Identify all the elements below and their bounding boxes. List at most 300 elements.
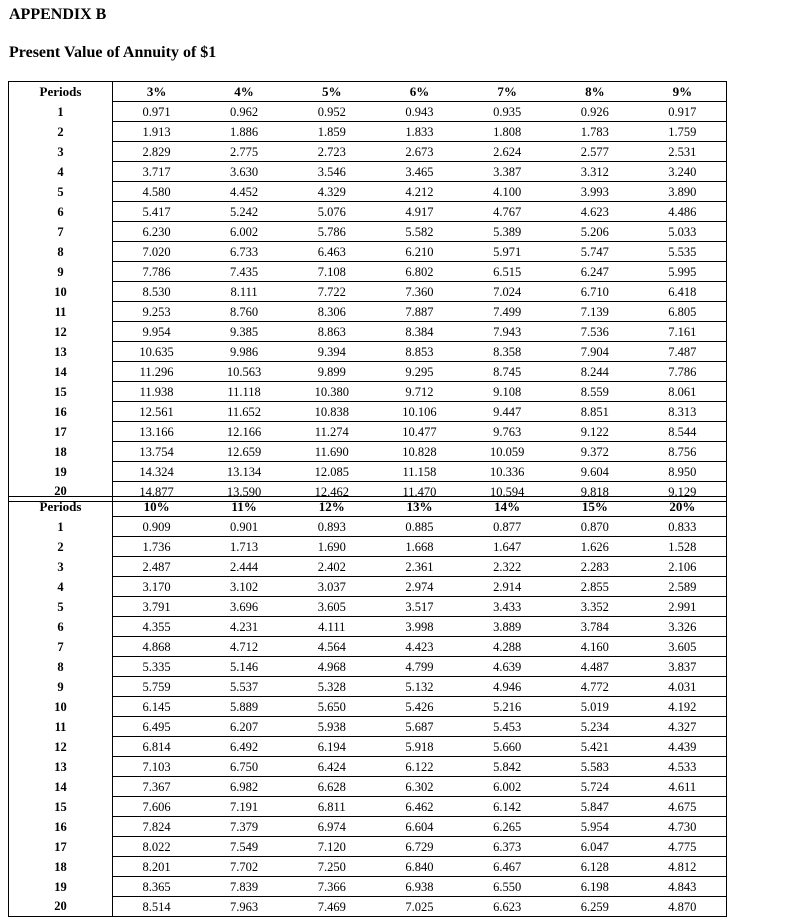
value-cell	[639, 462, 727, 482]
value-text: 6.194	[317, 739, 346, 754]
table-row	[9, 557, 727, 577]
value-text: 4.623	[580, 204, 609, 219]
value-cell	[463, 262, 551, 282]
value-cell	[551, 122, 639, 142]
period-cell: 13	[9, 342, 113, 362]
value-text: 6.604	[405, 819, 434, 834]
value-text: 5.971	[493, 244, 522, 259]
value-text: 5.724	[580, 779, 609, 794]
value-cell	[113, 262, 201, 282]
value-text: 2.974	[405, 579, 434, 594]
value-cell	[376, 877, 464, 897]
period-cell: 17	[9, 837, 113, 857]
value-text: 1.759	[668, 124, 697, 139]
value-text: 8.530	[142, 284, 171, 299]
value-cell	[113, 302, 201, 322]
period-cell: 2	[9, 537, 113, 557]
value-cell	[288, 737, 376, 757]
value-text: 3.784	[580, 619, 609, 634]
value-cell	[288, 857, 376, 877]
value-cell	[288, 677, 376, 697]
value-cell	[551, 857, 639, 877]
value-text: 0.962	[229, 104, 259, 119]
table-row	[9, 302, 727, 322]
value-text: 9.447	[493, 404, 522, 419]
value-text: 3.993	[580, 184, 609, 199]
value-text: 4.452	[229, 184, 259, 199]
value-text: 4.564	[317, 639, 346, 654]
value-text: 4.799	[405, 659, 434, 674]
value-text: 7.360	[405, 284, 434, 299]
value-cell	[551, 717, 639, 737]
value-text: 2.444	[229, 559, 259, 574]
value-text: 3.889	[493, 619, 522, 634]
value-text: 4.868	[142, 639, 171, 654]
period-cell: 8	[9, 657, 113, 677]
value-cell	[376, 857, 464, 877]
value-text: 7.536	[580, 324, 609, 339]
value-text: 8.950	[668, 464, 697, 479]
value-text: 2.829	[142, 144, 171, 159]
value-text: 4.487	[580, 659, 609, 674]
value-cell	[639, 677, 727, 697]
value-cell	[113, 557, 201, 577]
value-text: 3.387	[493, 164, 522, 179]
value-text: 6.805	[668, 304, 697, 319]
value-cell	[463, 422, 551, 442]
value-text: 4.439	[668, 739, 697, 754]
value-text: 4.486	[668, 204, 697, 219]
value-text: 8.851	[580, 404, 609, 419]
value-cell	[113, 362, 201, 382]
value-cell	[551, 282, 639, 302]
period-cell: 11	[9, 302, 113, 322]
value-cell	[639, 877, 727, 897]
value-text: 1.626	[580, 539, 609, 554]
value-text: 9.712	[405, 384, 434, 399]
value-cell	[113, 637, 201, 657]
value-cell	[639, 162, 727, 182]
value-cell	[551, 402, 639, 422]
value-text: 7.366	[317, 879, 346, 894]
value-text: 5.786	[317, 224, 346, 239]
value-cell	[463, 717, 551, 737]
value-text: 8.514	[142, 899, 171, 914]
value-cell	[639, 617, 727, 637]
value-text: 5.537	[229, 679, 259, 694]
value-text: 1.647	[493, 539, 522, 554]
value-text: 9.954	[142, 324, 171, 339]
value-cell	[551, 757, 639, 777]
value-cell	[463, 242, 551, 262]
period-cell: 9	[9, 677, 113, 697]
value-text: 0.926	[580, 104, 609, 119]
value-text: 8.863	[317, 324, 346, 339]
value-text: 6.462	[405, 799, 434, 814]
value-cell	[113, 102, 201, 122]
value-text: 1.528	[668, 539, 697, 554]
value-cell	[113, 122, 201, 142]
period-cell: 14	[9, 362, 113, 382]
value-text: 5.033	[668, 224, 697, 239]
value-text: 9.604	[580, 464, 609, 479]
value-cell	[551, 597, 639, 617]
value-cell	[463, 617, 551, 637]
value-text: 10.380	[314, 384, 349, 399]
value-cell	[551, 537, 639, 557]
value-cell	[639, 342, 727, 362]
table-row	[9, 817, 727, 837]
value-cell	[200, 422, 288, 442]
value-cell	[463, 382, 551, 402]
value-cell	[376, 202, 464, 222]
value-text: 0.917	[668, 104, 697, 119]
value-cell	[200, 382, 288, 402]
table-row	[9, 897, 727, 917]
value-cell	[639, 202, 727, 222]
table-row	[9, 422, 727, 442]
value-text: 6.840	[405, 859, 434, 874]
value-text: 6.145	[142, 699, 171, 714]
value-cell	[288, 162, 376, 182]
value-text: 5.426	[405, 699, 434, 714]
period-cell: 5	[9, 597, 113, 617]
rate-header: 20%	[639, 497, 727, 517]
value-text: 10.828	[402, 444, 437, 459]
period-cell: 14	[9, 777, 113, 797]
value-cell	[463, 857, 551, 877]
value-cell	[376, 382, 464, 402]
value-text: 4.327	[668, 719, 697, 734]
value-cell	[200, 442, 288, 462]
value-text: 4.580	[142, 184, 171, 199]
value-cell	[200, 242, 288, 262]
value-cell	[288, 777, 376, 797]
value-text: 3.326	[668, 619, 697, 634]
value-text: 4.843	[668, 879, 697, 894]
value-text: 4.870	[668, 899, 697, 914]
value-cell	[113, 737, 201, 757]
value-text: 7.904	[580, 344, 609, 359]
value-cell	[376, 222, 464, 242]
value-text: 9.986	[229, 344, 259, 359]
period-cell: 6	[9, 617, 113, 637]
value-text: 1.913	[142, 124, 171, 139]
value-cell	[113, 422, 201, 442]
period-cell: 15	[9, 797, 113, 817]
value-text: 0.971	[142, 104, 171, 119]
value-cell	[288, 362, 376, 382]
value-cell	[113, 797, 201, 817]
value-text: 10.336	[489, 464, 525, 479]
value-text: 5.132	[405, 679, 434, 694]
value-text: 0.909	[142, 519, 171, 534]
value-cell	[376, 657, 464, 677]
value-text: 5.019	[580, 699, 609, 714]
period-cell: 5	[9, 182, 113, 202]
value-cell	[200, 122, 288, 142]
value-cell	[463, 557, 551, 577]
value-cell	[551, 637, 639, 657]
value-cell	[551, 677, 639, 697]
value-text: 0.885	[405, 519, 434, 534]
value-cell	[551, 102, 639, 122]
period-cell: 1	[9, 102, 113, 122]
value-text: 7.786	[142, 264, 171, 279]
value-text: 3.465	[405, 164, 434, 179]
table-row	[9, 517, 727, 537]
value-text: 3.037	[317, 579, 346, 594]
value-cell	[463, 342, 551, 362]
value-cell	[200, 362, 288, 382]
value-cell	[376, 422, 464, 442]
value-text: 8.306	[317, 304, 346, 319]
value-text: 3.605	[317, 599, 346, 614]
value-cell	[639, 142, 727, 162]
table-row	[9, 122, 727, 142]
value-cell	[113, 757, 201, 777]
value-text: 5.660	[493, 739, 522, 754]
value-cell	[288, 242, 376, 262]
rate-header: 3%	[113, 82, 201, 102]
value-cell	[376, 462, 464, 482]
value-cell	[113, 777, 201, 797]
value-text: 7.943	[493, 324, 522, 339]
value-text: 2.106	[668, 559, 697, 574]
value-text: 5.582	[405, 224, 434, 239]
annuity-table-top	[8, 81, 727, 502]
value-text: 13.754	[139, 444, 174, 459]
value-text: 9.818	[580, 484, 609, 499]
value-text: 4.355	[142, 619, 171, 634]
value-text: 5.954	[580, 819, 609, 834]
value-text: 2.322	[493, 559, 522, 574]
value-text: 2.577	[580, 144, 609, 159]
value-text: 6.750	[229, 759, 259, 774]
value-cell	[463, 657, 551, 677]
value-cell	[639, 717, 727, 737]
table-row	[9, 162, 727, 182]
value-text: 6.550	[493, 879, 522, 894]
value-text: 3.240	[668, 164, 697, 179]
value-text: 6.207	[229, 719, 259, 734]
value-text: 4.712	[229, 639, 259, 654]
value-text: 1.859	[317, 124, 346, 139]
value-text: 5.146	[229, 659, 259, 674]
rate-header: 8%	[551, 82, 639, 102]
table-row	[9, 462, 727, 482]
value-text: 4.288	[493, 639, 522, 654]
value-text: 0.833	[668, 519, 697, 534]
value-text: 9.899	[317, 364, 346, 379]
value-text: 7.499	[493, 304, 522, 319]
period-cell: 16	[9, 402, 113, 422]
value-text: 3.605	[668, 639, 697, 654]
value-text: 2.991	[668, 599, 697, 614]
value-cell	[463, 877, 551, 897]
value-cell	[200, 757, 288, 777]
value-cell	[200, 577, 288, 597]
value-text: 10.059	[489, 444, 525, 459]
value-cell	[113, 697, 201, 717]
period-cell: 12	[9, 737, 113, 757]
value-text: 8.853	[405, 344, 434, 359]
value-text: 7.025	[405, 899, 434, 914]
value-text: 3.791	[142, 599, 171, 614]
value-cell	[639, 637, 727, 657]
period-cell: 16	[9, 817, 113, 837]
table-row	[9, 382, 727, 402]
value-cell	[200, 322, 288, 342]
value-cell	[113, 162, 201, 182]
value-cell	[288, 537, 376, 557]
value-cell	[463, 817, 551, 837]
value-text: 5.328	[317, 679, 346, 694]
value-cell	[288, 877, 376, 897]
value-text: 6.974	[317, 819, 346, 834]
value-text: 5.216	[493, 699, 522, 714]
value-cell	[288, 717, 376, 737]
value-cell	[463, 322, 551, 342]
value-cell	[463, 122, 551, 142]
value-cell	[200, 462, 288, 482]
value-text: 6.802	[405, 264, 434, 279]
value-cell	[376, 817, 464, 837]
value-cell	[463, 737, 551, 757]
value-text: 4.329	[317, 184, 346, 199]
value-cell	[288, 697, 376, 717]
value-text: 9.129	[668, 484, 697, 499]
value-text: 6.230	[142, 224, 171, 239]
value-cell	[288, 617, 376, 637]
period-cell: 4	[9, 162, 113, 182]
value-cell	[463, 697, 551, 717]
value-text: 4.160	[580, 639, 609, 654]
table-row	[9, 242, 727, 262]
value-cell	[288, 262, 376, 282]
value-cell	[639, 282, 727, 302]
value-cell	[463, 142, 551, 162]
value-cell	[113, 282, 201, 302]
value-cell	[113, 537, 201, 557]
value-cell	[376, 897, 464, 917]
value-text: 14.877	[139, 484, 174, 499]
table-row	[9, 677, 727, 697]
table-row	[9, 837, 727, 857]
rate-header: 14%	[463, 497, 551, 517]
table-row	[9, 442, 727, 462]
value-text: 6.047	[580, 839, 609, 854]
value-text: 9.763	[493, 424, 522, 439]
value-text: 3.717	[142, 164, 171, 179]
value-text: 8.760	[229, 304, 259, 319]
value-text: 6.247	[580, 264, 609, 279]
value-text: 7.786	[668, 364, 697, 379]
value-cell	[639, 517, 727, 537]
value-cell	[376, 342, 464, 362]
value-text: 6.938	[405, 879, 434, 894]
value-cell	[551, 737, 639, 757]
value-text: 6.628	[317, 779, 346, 794]
value-text: 7.487	[668, 344, 697, 359]
period-cell: 4	[9, 577, 113, 597]
value-cell	[551, 777, 639, 797]
value-cell	[463, 222, 551, 242]
value-text: 4.192	[668, 699, 697, 714]
value-cell	[551, 342, 639, 362]
period-cell: 15	[9, 382, 113, 402]
value-cell	[551, 222, 639, 242]
value-text: 4.031	[668, 679, 697, 694]
value-text: 1.713	[229, 539, 259, 554]
value-cell	[113, 242, 201, 262]
value-text: 3.433	[493, 599, 522, 614]
value-cell	[463, 302, 551, 322]
value-cell	[113, 657, 201, 677]
value-cell	[113, 182, 201, 202]
table-row	[9, 657, 727, 677]
value-text: 7.108	[317, 264, 346, 279]
value-text: 4.730	[668, 819, 697, 834]
value-text: 7.103	[142, 759, 171, 774]
value-cell	[463, 797, 551, 817]
value-cell	[113, 597, 201, 617]
value-cell	[113, 897, 201, 917]
value-cell	[288, 302, 376, 322]
period-cell: 19	[9, 877, 113, 897]
rate-header: 6%	[376, 82, 464, 102]
table-row	[9, 322, 727, 342]
value-cell	[639, 402, 727, 422]
value-text: 10.594	[489, 484, 525, 499]
table-row	[9, 222, 727, 242]
value-text: 6.198	[580, 879, 609, 894]
value-cell	[200, 617, 288, 637]
value-cell	[376, 837, 464, 857]
value-cell	[113, 577, 201, 597]
value-cell	[113, 322, 201, 342]
table-row	[9, 102, 727, 122]
value-cell	[113, 382, 201, 402]
value-cell	[551, 837, 639, 857]
value-cell	[639, 322, 727, 342]
value-cell	[200, 142, 288, 162]
value-cell	[639, 122, 727, 142]
value-cell	[639, 777, 727, 797]
value-text: 7.024	[493, 284, 522, 299]
value-text: 8.384	[405, 324, 434, 339]
value-cell	[200, 302, 288, 322]
value-text: 2.589	[668, 579, 697, 594]
value-text: 4.533	[668, 759, 697, 774]
value-text: 7.824	[142, 819, 171, 834]
table-row	[9, 262, 727, 282]
value-text: 6.002	[493, 779, 522, 794]
period-cell: 6	[9, 202, 113, 222]
value-cell	[639, 557, 727, 577]
value-cell	[551, 422, 639, 442]
period-cell: 1	[9, 517, 113, 537]
value-text: 7.250	[317, 859, 346, 874]
value-cell	[288, 342, 376, 362]
value-text: 1.783	[580, 124, 609, 139]
period-cell: 11	[9, 717, 113, 737]
value-cell	[288, 557, 376, 577]
value-cell	[200, 657, 288, 677]
value-text: 10.477	[402, 424, 437, 439]
value-cell	[200, 637, 288, 657]
value-cell	[639, 222, 727, 242]
